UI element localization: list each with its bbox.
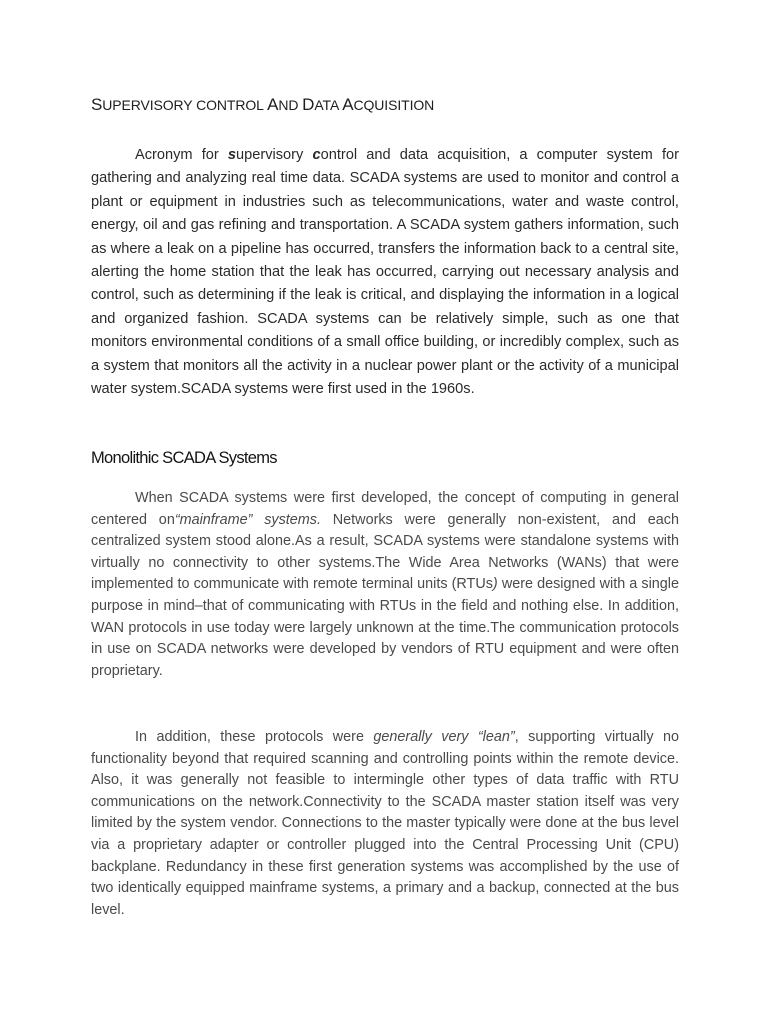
intro-emphasis-s: s [227,147,237,163]
intro-paragraph [91,144,679,401]
body-text: In addition, these protocols were [135,729,374,745]
title-cap: S [91,95,103,114]
intro-text: ontrol and data acquisition, a computer system for gathering and analyzing real time data. SCADA systems are used to monitor and control a plant or equipment in industries such as telecommunications, water and waste control, energy, oil and gas refining and transportation. A SCADA system gathers information, such as where a leak on a pipeline has occurred, transfers the information back to a central site, alerting the home station that the leak has occurred, carrying out necessary analysis and control, such as determining if the leak is critical, and displaying the information in a logical and organized fashion. SCADA systems can be relatively simple, such as one that monitors environmental conditions of a small office building, or incredibly complex, such as a system that monitors all the activity in a nuclear power plant or the activity of a municipal water system.SCADA systems were first used in the 1960s. [91,147,680,398]
section-heading: Monolithic SCADA Systems [91,449,277,467]
intro-text: Acronym for [135,147,228,163]
body-text: were designed with a single purpose in mind–that of communicating with RTUs in the field and nothing else. In addition, WAN protocols in use today were largely unknown at the time.The communication protocols in use on SCADA networks were developed by vendors of RTU equipment and were often proprietary. [91,576,680,679]
title-text: ATA [314,97,343,113]
title-cap: D [302,95,315,114]
body-italic: ) [492,576,498,593]
title-cap: A [342,95,354,114]
document-title [91,95,434,115]
title-cap: A [267,95,279,114]
body-paragraph [91,488,679,682]
title-text: UPERVISORY CONTROL [102,97,268,113]
body-paragraph [91,727,679,921]
body-text: , supporting virtually no functionality beyond that required scanning and controlling points within the remote device. Also, it was generally not feasible to intermingle other types of data traffic with RTU communications on the network.Connectivity to the SCADA master station itself was very limited by the system vendor. Connections to the master typically were done at the bus level via a proprietary adapter or controller plugged into the Central Processing Unit (CPU) backplane. Redundancy in these first generation systems was accomplished by the use of two identically equipped mainframe systems, a primary and a backup, connected at the bus level. [91,729,680,918]
body-text: When SCADA systems were first developed, the concept of computing in general centered on [91,490,679,528]
intro-emphasis-c: c [312,147,321,163]
body-italic: “mainframe” systems. [174,511,321,528]
body-italic: generally very “lean” [373,729,515,745]
body-text: Networks were generally non-existent, and each centralized system stood alone.As a result, SCADA systems were standalone systems with virtually no connectivity to other systems.The Wide Area Networks (WANs) that were implemented to communicate with remote terminal units (RTUs [91,511,679,593]
title-text: ND [278,97,303,113]
intro-text: upervisory [236,147,313,163]
title-text: CQUISITION [353,97,435,113]
